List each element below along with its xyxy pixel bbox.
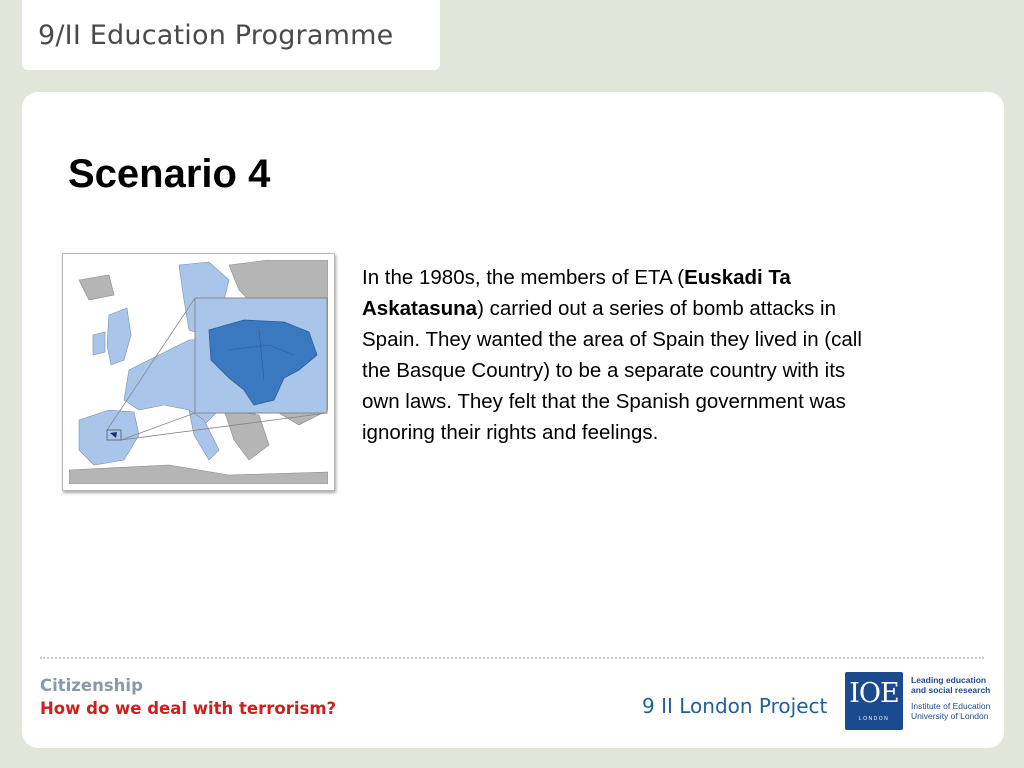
- eta-full-name: Euskadi Ta Askatasuna: [362, 266, 791, 320]
- ioe-tagline: Leading education and social research: [911, 675, 991, 695]
- ioe-logo-letters: IOE: [849, 678, 899, 709]
- header-tab: [22, 0, 440, 70]
- europe-map-image: [62, 253, 335, 491]
- description-rest: ) carried out a series of bomb attacks in Spain. They wanted the area of Spain they lived in (call the Basque Country) to be a separate country with its own laws. They felt that the Spanish government was ignoring their rights and feelings.: [362, 297, 862, 444]
- description-intro: In the 1980s, the members of ETA (: [362, 266, 685, 289]
- europe-basque-map-icon: [69, 260, 328, 484]
- programme-title: 9/II Education Programme: [38, 20, 394, 51]
- slide-title: Scenario 4: [68, 152, 271, 196]
- ioe-logo-sub: LONDON: [858, 716, 890, 722]
- footer-divider: [40, 657, 984, 659]
- unit-question: How do we deal with terrorism?: [40, 699, 337, 718]
- project-logo-text: 9 II London Project: [642, 694, 828, 718]
- scenario-description: [362, 262, 882, 448]
- ioe-logo: [845, 672, 903, 730]
- ioe-institution: Institute of Education University of London: [911, 701, 991, 721]
- subject-label: Citizenship: [40, 676, 143, 695]
